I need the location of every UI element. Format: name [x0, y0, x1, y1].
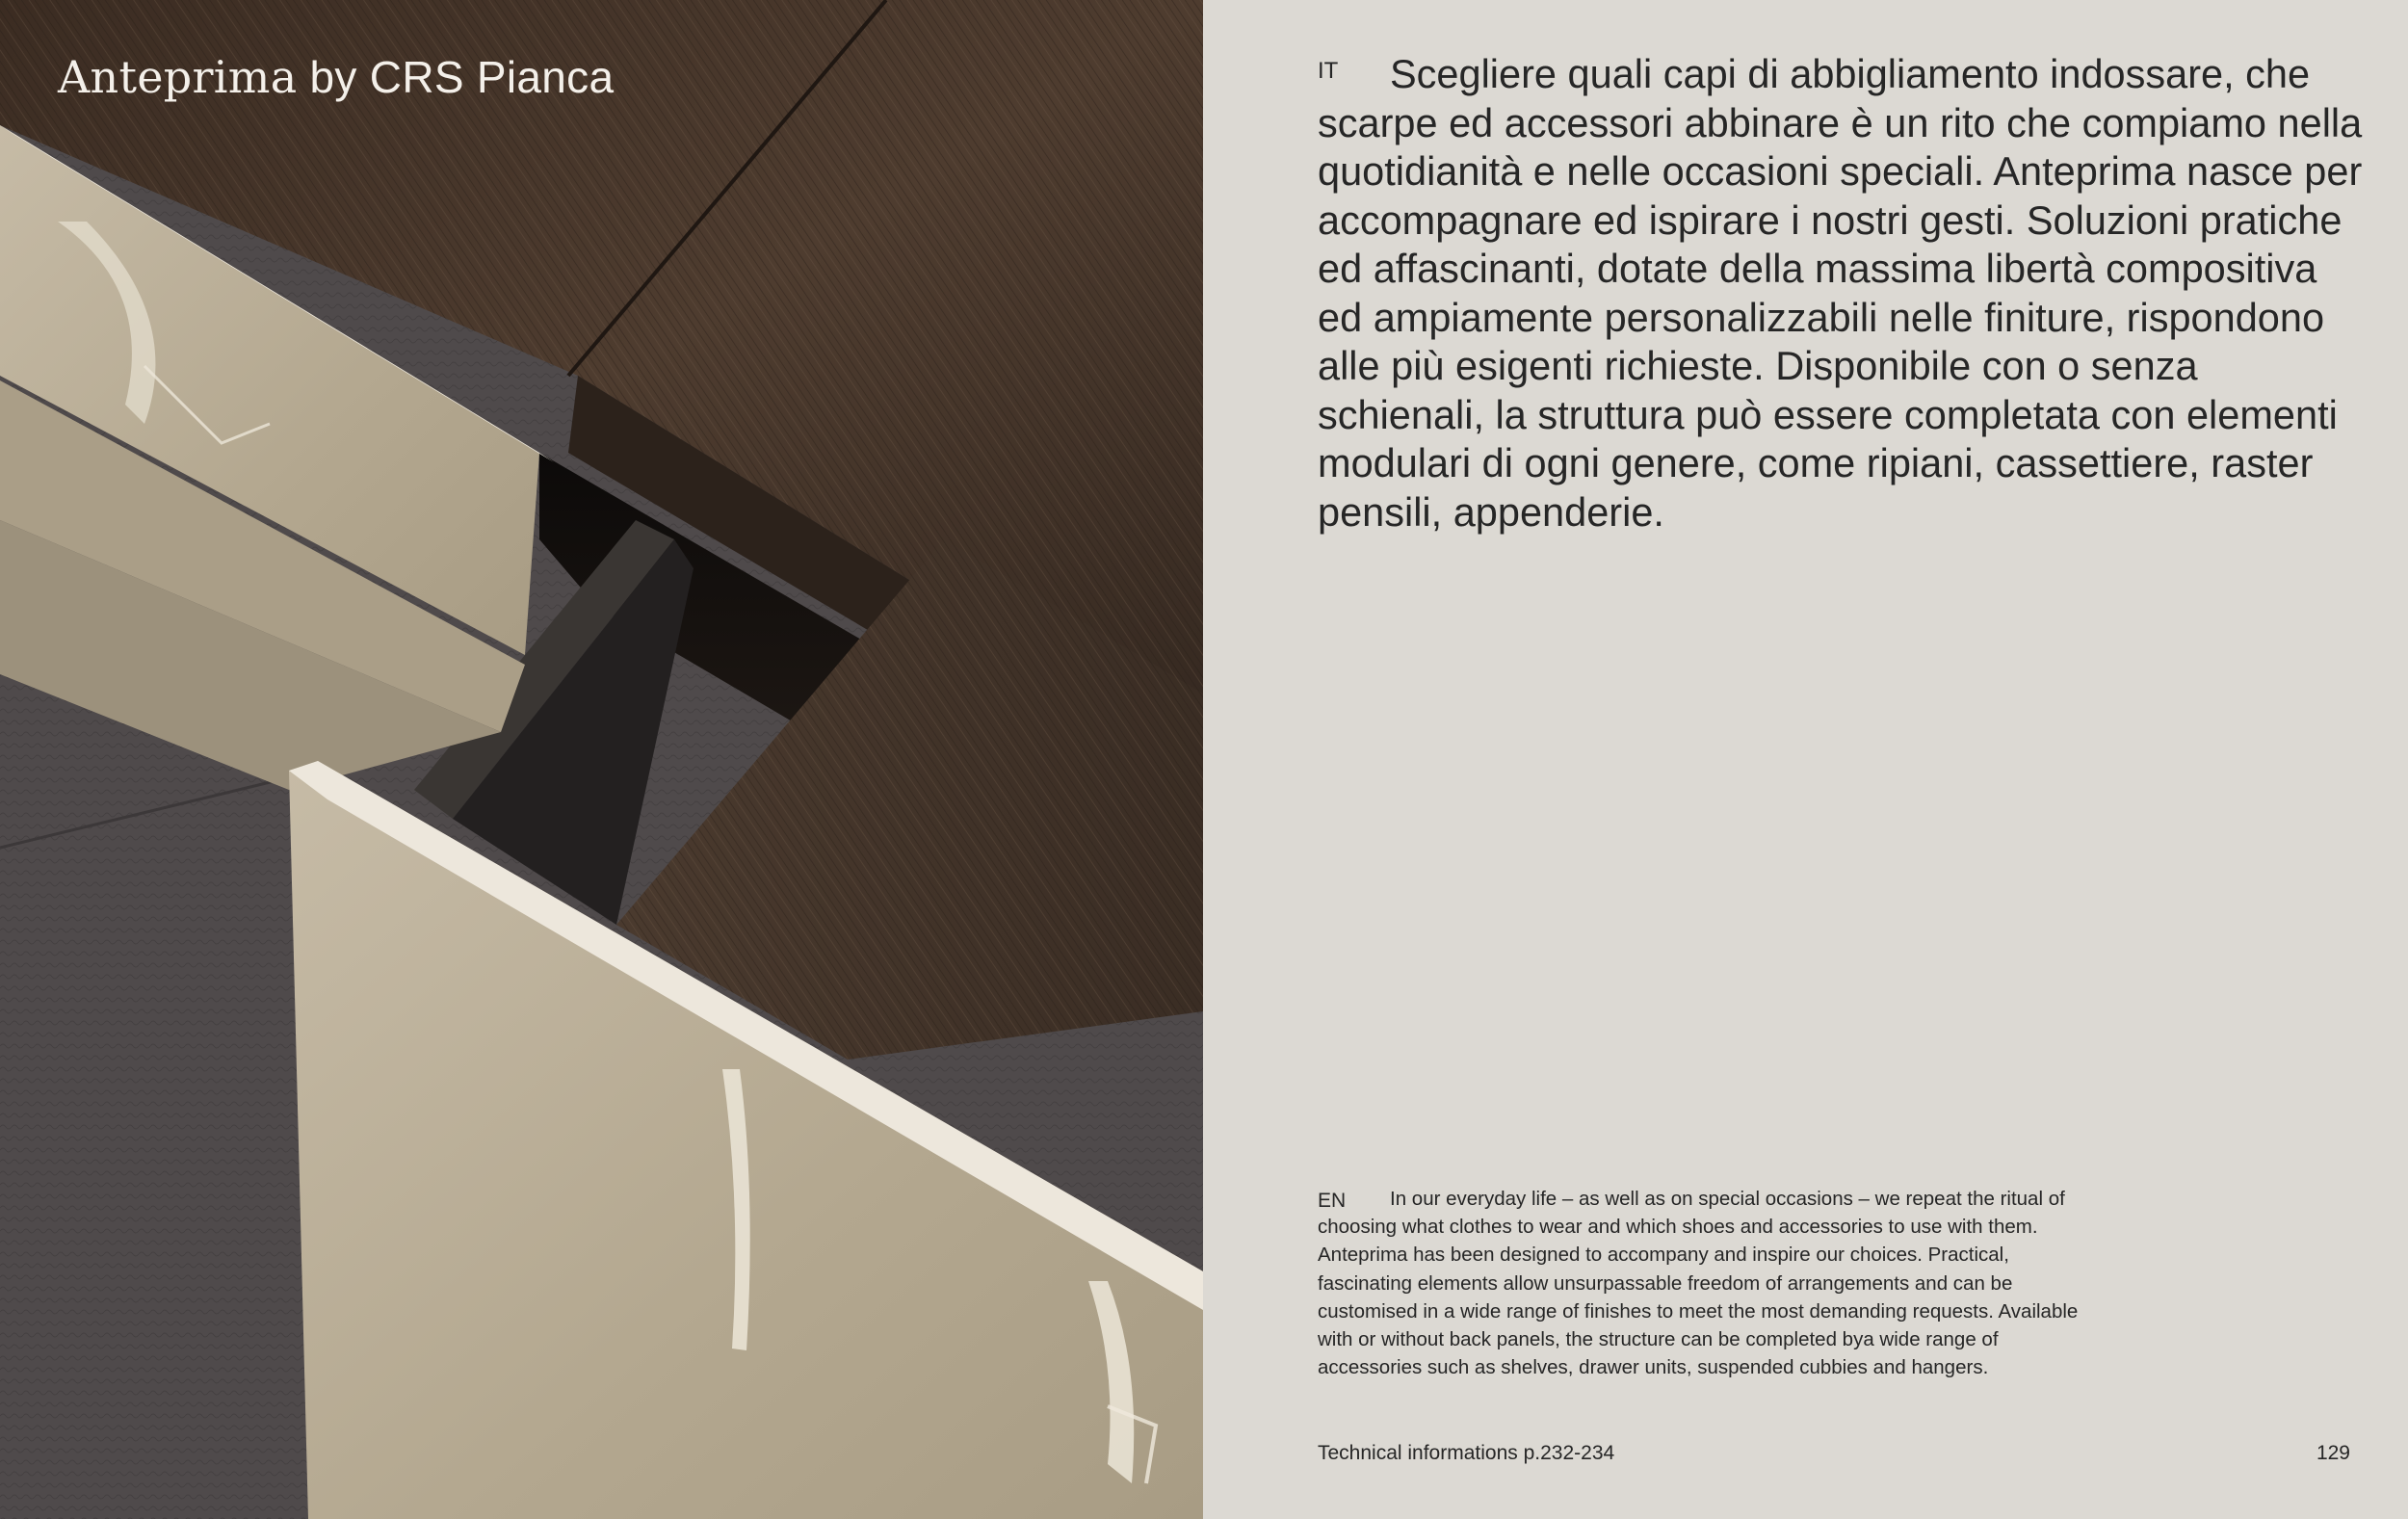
collection-name: Anteprima [58, 51, 298, 103]
page-number: 129 [2316, 1442, 2350, 1464]
italian-language-label: IT [1318, 58, 1339, 84]
technical-info-reference: Technical informations p.232-234 [1318, 1442, 1615, 1464]
brand-title [58, 50, 614, 104]
italian-description: Scegliere quali capi di abbigliamento indossare, che scarpe ed accessori abbinare è un rito che compiamo nella quotidianità e nelle occasioni speciali. Anteprima nasce per accompagnare ed ispirare i nostri gesti. Soluzioni pratiche ed affascinanti, dotate della massima libertà compositiva ed ampiamente personalizzabili nelle finiture, rispondono alle più esigenti richieste. Disponibile con o senza schienali, la struttura può essere completata con elementi modulari di ogni genere, come ripiani, cassettiere, raster pensili, appenderie. [1318, 51, 2363, 535]
english-description: In our everyday life – as well as on special occasions – we repeat the ritual of choosing what clothes to wear and which shoes and accessories to use with them. Anteprima has been designed to accompany and inspire our choices. Practical, fascinating elements allow unsurpassable freedom of arrangements and can be customised in a wide range of finishes to meet the most demanding requests. Available with or without back panels, the structure can be completed bya wide range of accessories such as shelves, drawer units, suspended cubbies and hangers. [1318, 1188, 2079, 1379]
drawer-unit-illustration [0, 0, 1203, 1519]
english-language-label: EN [1318, 1190, 1347, 1212]
product-photo [0, 0, 1203, 1519]
brand-name: by CRS Pianca [309, 52, 615, 102]
text-panel [1203, 0, 2408, 1519]
